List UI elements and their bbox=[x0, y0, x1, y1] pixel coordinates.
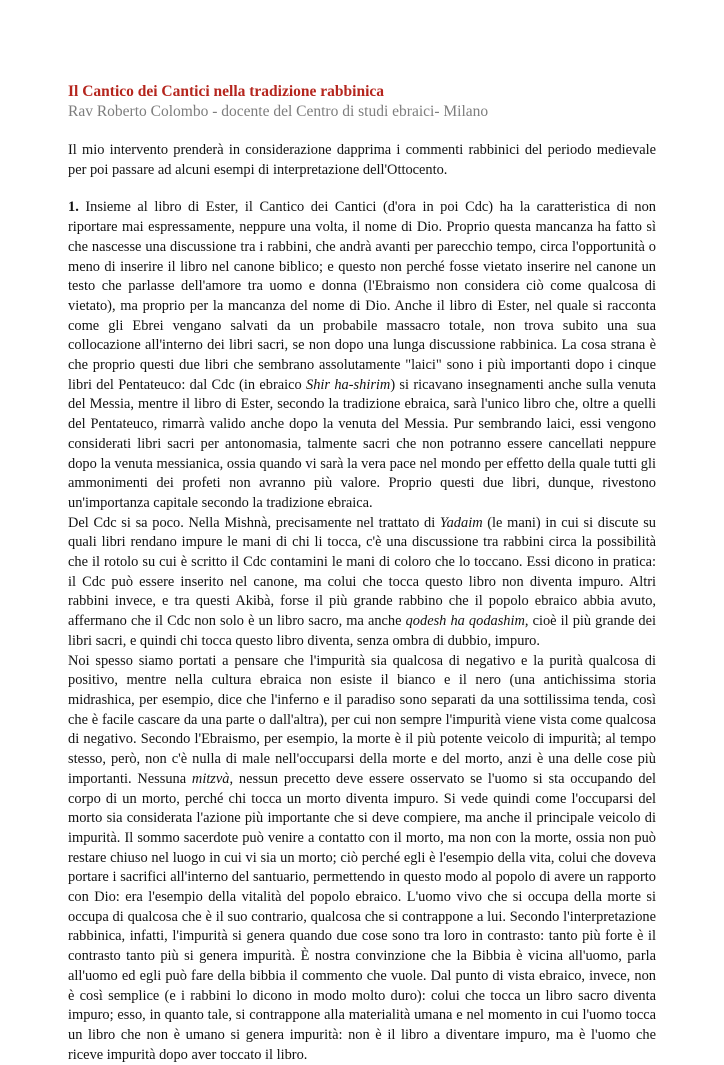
paragraph-1 bbox=[68, 198, 656, 513]
paragraph-2-emphasis-1: Yadaim bbox=[439, 514, 483, 531]
paragraph-2-text-b: (le mani) in cui si discute su quali libri rendano impure le mani di chi li tocca, c'è una discussione tra rabbini circa la possibilità che il rotolo su cui è scritto il Cdc contamini le mani di coloro che lo toccano. Essi dicono in pratica: il Cdc può essere inserito nel canone, ma colui che tocca questo libro non diventa impuro. Altri rabbini invece, e tra questi Akibà, forse il più grande rabbino che il popolo ebraico abbia avuto, affermano che il Cdc non solo è un libro sacro, ma anche bbox=[68, 514, 656, 630]
section-number: 1. bbox=[68, 199, 79, 216]
document-page bbox=[68, 82, 656, 1065]
paragraph-3 bbox=[68, 652, 656, 1065]
paragraph-1-text-b: ) si ricavano insegnamenti anche sulla venuta del Messia, mentre il libro di Ester, secondo la tradizione ebraica, sarà l'unico libro che, oltre a quelli del Pentateuco, rimarrà valido anche dopo la venuta del Messia. Pur sembrando laici, essi vengono considerati libri sacri per antonomasia, talmente sacri che non potranno essere cancellati neppure dopo la venuta messianica, ossia quando vi sarà la vera pace nel mondo per effetto della quale tutti gli ammonimenti dei profeti non avranno più valore. Proprio questi due libri, dunque, rivestono un'importanza capitale secondo la tradizione ebraica. bbox=[68, 376, 656, 511]
paragraph-2-emphasis-2: qodesh ha qodashim bbox=[405, 613, 525, 630]
paragraph-1-text-a: Insieme al libro di Ester, il Cantico dei Cantici (d'ora in poi Cdc) ha la caratteristica di non riportare mai espressamente, neppure una volta, il nome di Dio. Proprio questa mancanza ha fatto sì che nascesse una discussione tra i rabbini, che andrà avanti per parecchio tempo, circa l'opportunità o meno di inserire il libro nel canone biblico; e questo non perché fosse vietato inserire nel canone un testo che parlasse dell'amore tra uomo e donna (l'Ebraismo non considera ciò come qualcosa di vietato), ma proprio per la mancanza del nome di Dio. Anche il libro di Ester, nel quale si racconta come gli Ebrei vengano salvati da un probabile massacro totale, non trova subito una sua collocazione all'interno dei libri sacri, se non dopo una lunga discussione rabbinica. La cosa strana è che proprio questi due libri che sembrano assolutamente "laici" sono i più importanti dopo i cinque libri del Pentateuco: dal Cdc (in ebraico bbox=[68, 199, 656, 393]
paragraph-2-text-c: , cioè il più grande dei libri sacri, e quindi chi tocca questo libro diventa, senza ombra di dubbio, impuro. bbox=[68, 613, 656, 649]
paragraph-2-text-a: Del Cdc si sa poco. Nella Mishnà, precisamente nel trattato di bbox=[68, 514, 440, 531]
paragraph-1-emphasis: Shir ha-shirim bbox=[306, 376, 391, 393]
intro-paragraph: Il mio intervento prenderà in considerazione dapprima i commenti rabbinici del periodo medievale per poi passare ad alcuni esempi di interpretazione dell'Ottocento. bbox=[68, 142, 656, 178]
paragraph-3-text-a: Noi spesso siamo portati a pensare che l'impurità sia qualcosa di negativo e la purità qualcosa di positivo, mentre nella cultura ebraica non esiste il bianco e il nero (una antichissima storia midrashica, per esempio, dice che l'inferno e il paradiso sono separati da una sottilissima tenda, così che è facile cascare da una parte o dall'altra), per cui non sempre l'impurità viene vista come qualcosa di negativo. Secondo l'Ebraismo, per esempio, la morte è il più potente veicolo di impurità; al tempo stesso, però, non c'è nulla di male nell'occuparsi della morte e del morto, anzi è una delle cose più importanti. Nessuna bbox=[68, 652, 656, 787]
paragraph-3-text-b: , nessun precetto deve essere osservato se l'uomo si sta occupando del corpo di un morto, perché chi tocca un morto diventa impuro. Si vede quindi come l'occuparsi del morto sia considerata l'azione più importante che si deve compiere, ma anche il principale veicolo di impurità. Il sommo sacerdote può venire a contatto con il morto, ma non con la morte, ossia non può restare chiuso nel luogo in cui vi sia un morto; ciò perché egli è l'esempio della vita, colui che doveva portare i sacrifici all'interno del santuario, permettendo in questo modo al popolo di avere un rapporto con Dio: era l'esempio della vitalità del popolo ebraico. L'uomo vivo che si occupa della morte si occupa di qualcosa che è il suo contrario, qualcosa che si contrappone a lui. Secondo l'interpretazione rabbinica, infatti, l'impurità si genera quando due cose sono tra loro in contrasto: tanto più forte è il contrasto tanto più si genera impurità. È nostra convinzione che la Bibbia è vicina all'uomo, parla all'uomo ed egli può fare della bibbia il commento che vuole. Dal punto di vista ebraico, invece, non è così semplice (e i rabbini lo dicono in modo molto duro): colui che tocca un libro sacro diventa impuro; esso, in quanto tale, si contrappone alla materialità umana e nel momento in cui l'uomo tocca un libro che non è umano si genera impurità: non è il libro a diventare impuro, ma è l'uomo che riceve impurità dopo aver toccato il libro. bbox=[68, 770, 656, 1063]
paragraph-2 bbox=[68, 514, 656, 652]
document-subtitle: Rav Roberto Colombo - docente del Centro di studi ebraici- Milano bbox=[68, 103, 489, 120]
paragraph-3-emphasis: mitzvà bbox=[191, 770, 230, 787]
document-title: Il Cantico dei Cantici nella tradizione rabbinica bbox=[68, 83, 385, 100]
